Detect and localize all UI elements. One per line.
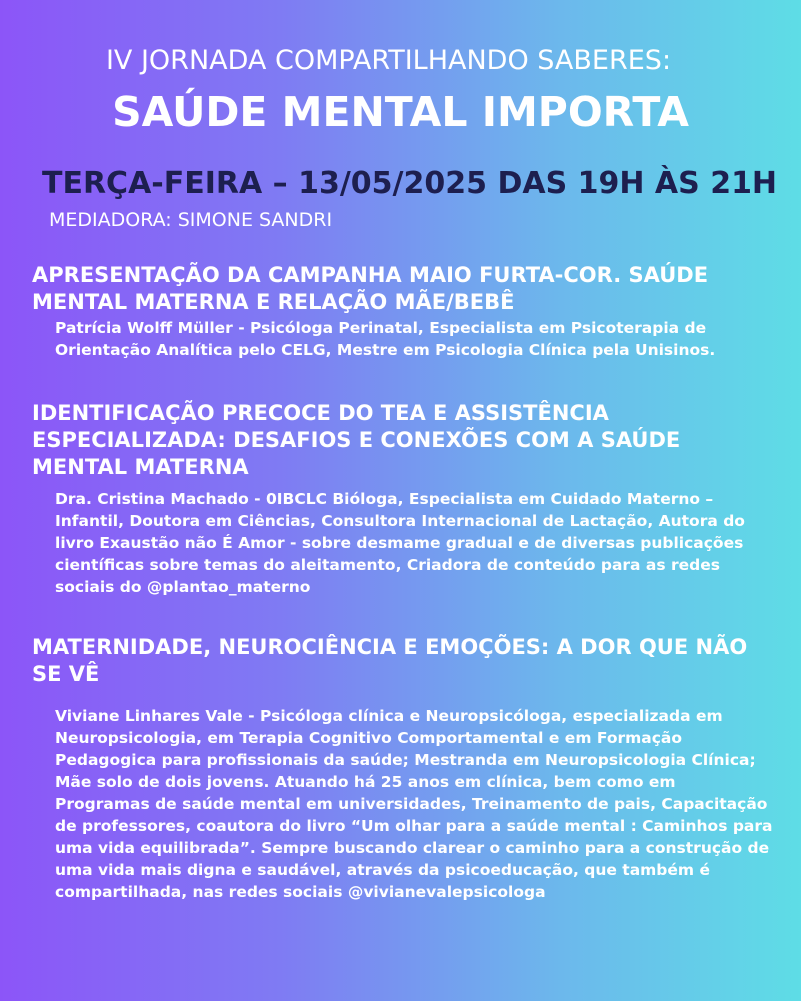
topic-title: APRESENTAÇÃO DA CAMPANHA MAIO FURTA-COR. SAÚDE MENTAL MATERNA E RELAÇÃO MÃE/BEBÊ [32, 263, 709, 314]
event-title-line1: IV JORNADA COMPARTILHANDO SABERES: [105, 45, 672, 76]
event-date: TERÇA-FEIRA – 13/05/2025 DAS 19H ÀS 21H [42, 166, 778, 201]
topic-speaker-description: Patrícia Wolff Müller - Psicóloga Perinatal, Especialista em Psicoterapia de Orientação Analítica pelo CELG, Mestre em Psicologia Clínica pela Unisinos. [55, 319, 716, 359]
topic-title: MATERNIDADE, NEUROCIÊNCIA E EMOÇÕES: A DOR QUE NÃO SE VÊ [32, 635, 748, 686]
event-title-line2: SAÚDE MENTAL IMPORTA [112, 88, 689, 136]
topic-speaker-description: Viviane Linhares Vale - Psicóloga clínica e Neuropsicóloga, especializada em Neuropsicologia, em Terapia Cognitivo Comportamental e em Formação Pedagogica para profissionais da saúde; Mestranda em Neuropsicologia Clínica; Mãe solo de dois jovens. Atuando há 25 anos em clínica, bem como em Programas de saúde mental em universidades, Treinamento de pais, Capacitação de professores, coautora do livro “Um olhar para a saúde mental : Caminhos para uma vida equilibrada”. Sempre buscando clarear o caminho para a construção de uma vida mais digna e saudável, através da psicoeducação, que também é compartilhada, nas redes sociais @vivianevalepsicologa [55, 707, 773, 901]
topic-title: IDENTIFICAÇÃO PRECOCE DO TEA E ASSISTÊNCIA ESPECIALIZADA: DESAFIOS E CONEXÕES COM A SAÚDE MENTAL MATERNA [32, 401, 681, 479]
topic-speaker-description: Dra. Cristina Machado - 0IBCLC Bióloga, Especialista em Cuidado Materno – Infantil, Doutora em Ciências, Consultora Internacional de Lactação, Autora do livro Exaustão não É Amor - sobre desmame gradual e de diversas publicações científicas sobre temas do aleitamento, Criadora de conteúdo para as redes sociais do @plantao_materno [55, 490, 745, 596]
mediator: MEDIADORA: SIMONE SANDRI [49, 209, 333, 231]
